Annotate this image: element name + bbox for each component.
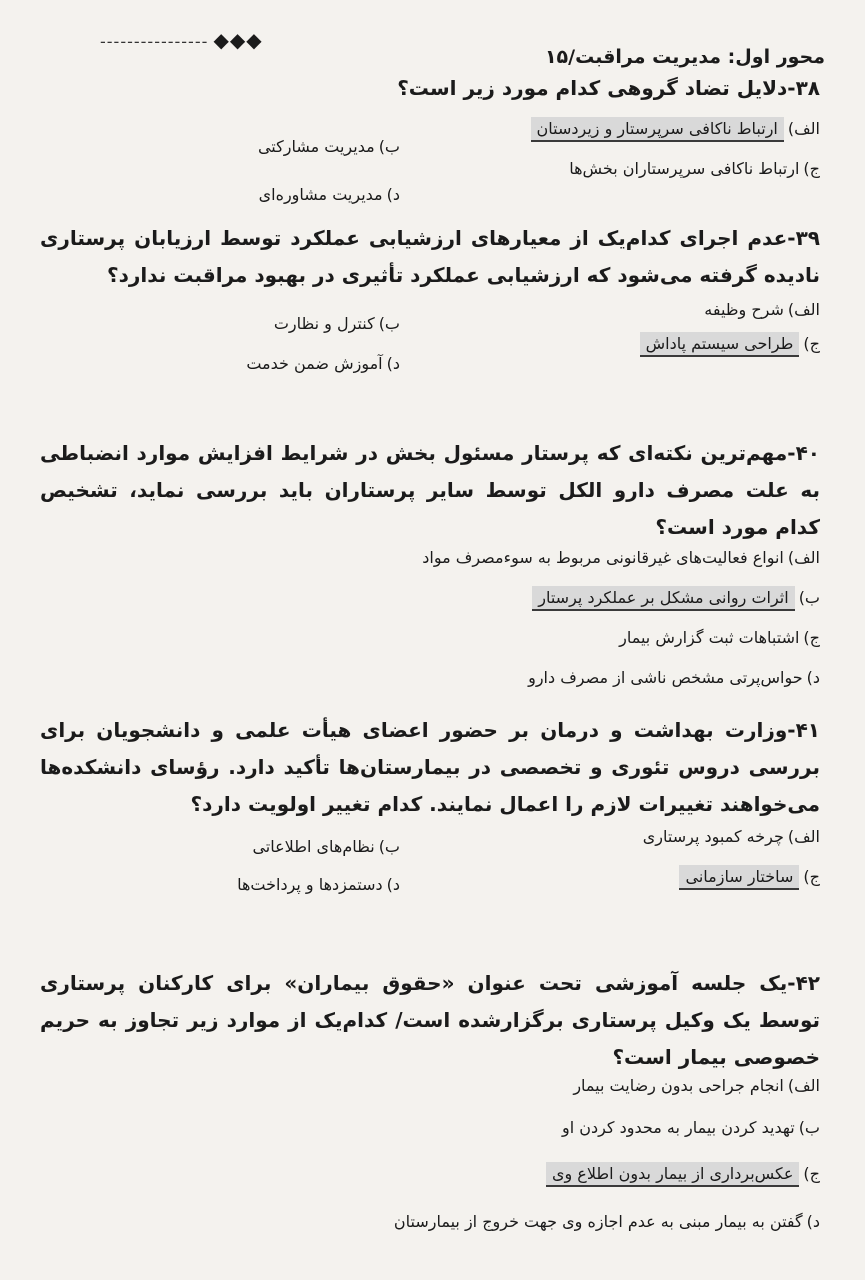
option-dal[interactable]: د)مدیریت مشاوره‌ای [258,185,400,204]
option-be[interactable]: ب)اثرات روانی مشکل بر عملکرد پرستار [532,586,820,611]
question-number: ۴۱- [787,718,820,742]
question-stem: یک جلسه آموزشی تحت عنوان «حقوق بیماران» برای کارکنان پرستاری توسط یک وکیل پرستاری برگزارشده است/ کدام‌یک از موارد زیر تجاوز به حریم خصوصی بیمار است؟ [40,971,820,1069]
option-jim[interactable]: ج)ارتباط ناکافی سرپرستاران بخش‌ها [569,159,820,178]
correct-answer-highlight: ارتباط ناکافی سرپرستار و زیردستان [531,117,784,142]
question-text [40,220,820,294]
question-text [40,965,820,1076]
question-40 [40,435,820,706]
option-be[interactable]: ب)نظام‌های اطلاعاتی [252,837,400,856]
question-number: ۳۹- [787,226,820,250]
page-header [30,22,825,72]
option-be[interactable]: ب)کنترل و نظارت [273,314,400,333]
correct-answer-highlight: طراحی سیستم پاداش [640,332,800,357]
correct-answer-highlight: اثرات روانی مشکل بر عملکرد پرستار [532,586,794,611]
chapter-title: محور اول: مدیریت مراقبت/۱۵ [544,46,825,68]
question-38 [40,70,820,222]
question-text [40,70,820,107]
diamond-icon: ◆◆◆ [213,28,263,52]
option-dal[interactable]: د)حواس‌پرتی مشخص ناشی از مصرف دارو [528,668,820,687]
question-number: ۳۸- [787,76,820,100]
question-stem: دلایل تضاد گروهی کدام مورد زیر است؟ [397,76,788,100]
option-jim[interactable]: ج)اشتباهات ثبت گزارش بیمار [619,628,820,647]
question-stem: عدم اجرای کدام‌یک از معیارهای ارزشیابی عملکرد توسط ارزیابان پرستاری نادیده گرفته می‌شود که ارزشیابی عملکرد تأثیری در بهبود مراقبت ندارد؟ [40,226,820,287]
correct-answer-highlight: ساختار سازمانی [679,865,799,890]
option-alef[interactable]: الف)ارتباط ناکافی سرپرستار و زیردستان [531,117,820,142]
option-dal[interactable]: د)دستمزدها و پرداخت‌ها [237,875,400,894]
question-text [40,712,820,823]
options-list [40,546,820,706]
option-alef[interactable]: الف)انواع فعالیت‌های غیرقانونی مربوط به سوءمصرف مواد [422,548,820,567]
option-alef[interactable]: الف)شرح وظیفه [704,300,820,319]
question-stem: مهم‌ترین نکته‌ای که پرستار مسئول بخش در شرایط افزایش موارد انضباطی به علت مصرف دارو الکل توسط سایر پرستاران باید بررسی نماید، تشخیص کدام مورد است؟ [40,441,820,539]
option-dal[interactable]: د)گفتن به بیمار مبنی به عدم اجازه وی جهت خروج از بیمارستان [393,1212,820,1231]
question-stem: وزارت بهداشت و درمان بر حضور اعضای هیأت علمی و دانشجویان برای بررسی دروس تئوری و تخصصی در بیمارستان‌ها تأکید دارد. رؤسای دانشکده‌ها می‌خواهند تغییرات لازم را اعمال نمایند. کدام تغییر اولویت دارد؟ [40,718,820,816]
options-list [40,294,820,394]
question-42 [40,965,820,1256]
option-alef[interactable]: الف)انجام جراحی بدون رضایت بیمار [573,1076,820,1095]
options-list [40,823,820,923]
correct-answer-highlight: عکس‌برداری از بیمار بدون اطلاع وی [546,1162,799,1187]
options-list [40,107,820,222]
option-jim[interactable]: ج)ساختار سازمانی [679,865,820,890]
option-be[interactable]: ب)مدیریت مشارکتی [257,137,400,156]
question-number: ۴۲- [787,971,820,995]
option-jim[interactable]: ج)طراحی سیستم پاداش [640,332,820,357]
option-dal[interactable]: د)آموزش ضمن خدمت [246,354,400,373]
option-be[interactable]: ب)تهدید کردن بیمار به محدود کردن او [561,1118,820,1137]
option-jim[interactable]: ج)عکس‌برداری از بیمار بدون اطلاع وی [546,1162,820,1187]
question-number: ۴۰- [787,441,820,465]
header-decoration [100,28,263,52]
options-list [40,1076,820,1256]
question-41 [40,712,820,923]
dash-rule: ---------------- [100,32,209,51]
question-39 [40,220,820,394]
option-alef[interactable]: الف)چرخه کمبود پرستاری [642,827,820,846]
question-text [40,435,820,546]
